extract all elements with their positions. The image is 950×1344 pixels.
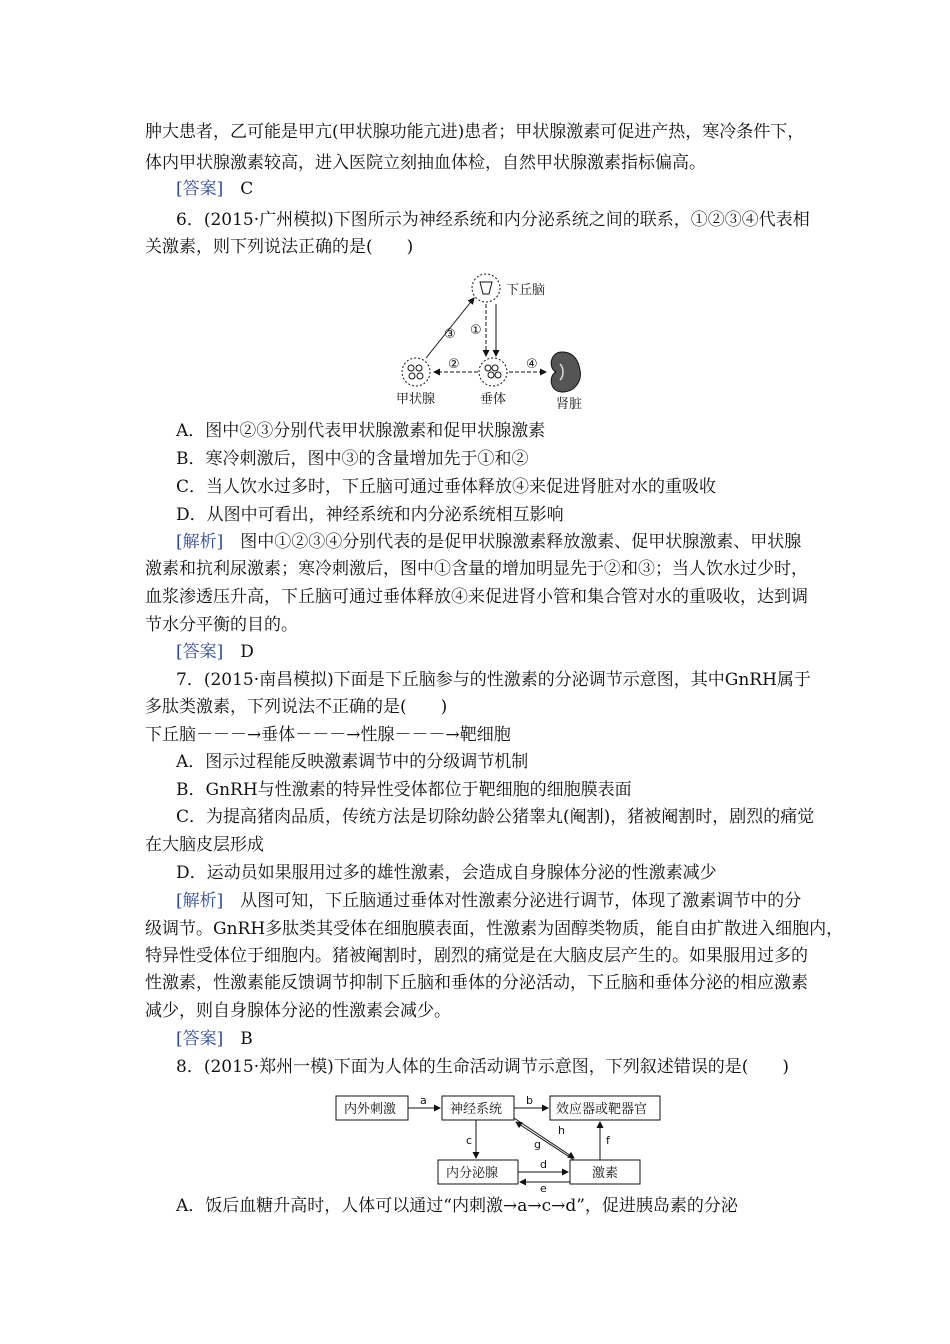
arrow-e-label: e: [540, 1182, 547, 1192]
answer-value: C: [240, 179, 254, 199]
option-c: C．当人饮水过多时，下丘脑可通过垂体释放④来促进肾脏对水的重吸收: [176, 477, 717, 497]
arrow-a-label: a: [420, 1094, 427, 1107]
answer-line: [176, 178, 253, 200]
hormone-1-label: ①: [470, 323, 482, 338]
option-a: A．图中②③分别代表甲状腺激素和促甲状腺激素: [176, 421, 546, 441]
answer-tag: [答案]: [176, 179, 224, 199]
option-c-cont: 在大脑皮层形成: [145, 835, 264, 855]
option-d: D．运动员如果服用过多的雄性激素，会造成自身腺体分泌的性激素减少: [176, 863, 717, 883]
analysis-line: 级调节。GnRH多肽类其受体在细胞膜表面，性激素为固醇类物质，能自由扩散进入细胞内，: [145, 919, 844, 939]
flow-diagram: 下丘脑－－－→垂体－－－→性腺－－－→靶细胞: [145, 725, 511, 745]
answer-value: D: [240, 642, 254, 662]
option-a: A．饭后血糖升高时，人体可以通过“内刺激→a→c→d”，促进胰岛素的分泌: [176, 1196, 738, 1216]
answer-line: [176, 1028, 253, 1050]
analysis-line: 激素和抗利尿激素；寒冷刺激后，图中①含量的增加明显先于②和③；当人饮水过少时，: [145, 559, 808, 579]
answer-tag: [答案]: [176, 1029, 224, 1049]
analysis-line: [解析] 图中①②③④分别代表的是促甲状腺激素释放激素、促甲状腺激素、甲状腺: [176, 532, 802, 552]
analysis-line: [解析] 从图可知，下丘脑通过垂体对性激素分泌进行调节，体现了激素调节中的分: [176, 891, 802, 911]
arrow-g-label: g: [534, 1138, 541, 1151]
answer-tag: [答案]: [176, 642, 224, 662]
option-d: D．从图中可看出，神经系统和内分泌系统相互影响: [176, 505, 564, 525]
question-8-stem: 8．(2015·郑州一模)下面为人体的生命活动调节示意图，下列叙述错误的是( ): [176, 1057, 790, 1077]
arrow-d-label: d: [540, 1158, 547, 1171]
analysis-tag: [解析]: [176, 532, 224, 552]
hormone-3-label: ③: [444, 327, 456, 342]
kidney-label: 肾脏: [556, 397, 583, 412]
endocrine-label: 内分泌腺: [446, 1166, 499, 1181]
hormone-label: 激素: [592, 1166, 619, 1181]
stimulus-label: 内外刺激: [344, 1102, 397, 1117]
analysis-line: 减少，则自身腺体分泌的性激素会减少。: [145, 1001, 451, 1021]
question-6-stem: 6．(2015·广州模拟)下图所示为神经系统和内分泌系统之间的联系，①②③④代表相: [176, 210, 810, 230]
arrow-b-label: b: [526, 1094, 533, 1107]
option-b: B．寒冷刺激后，图中③的含量增加先于①和②: [176, 449, 529, 469]
nervous-label: 神经系统: [450, 1102, 503, 1117]
regulation-diagram: [330, 1088, 680, 1192]
text-line: 体内甲状腺激素较高，进入医院立刻抽血体检，自然甲状腺激素指标偏高。: [145, 153, 706, 173]
question-7-stem: 7．(2015·南昌模拟)下面是下丘脑参与的性激素的分泌调节示意图，其中GnRH属于: [176, 670, 811, 690]
arrow-h-label: h: [558, 1124, 565, 1137]
pituitary-label: 垂体: [480, 392, 507, 407]
option-c: C．为提高猪肉品质，传统方法是切除幼龄公猪睾丸(阉割)，猪被阉割时，剧烈的痛觉: [176, 807, 815, 827]
question-7-stem-cont: 多肽类激素，下列说法不正确的是( ): [145, 697, 448, 717]
analysis-line: 特异性受体位于细胞内。猪被阉割时，剧烈的痛觉是在大脑皮层产生的。如果服用过多的: [145, 946, 808, 966]
arrow-f-label: f: [606, 1134, 610, 1147]
analysis-line: 节水分平衡的目的。: [145, 615, 298, 635]
analysis-tag: [解析]: [176, 891, 224, 911]
kidney-icon: [551, 352, 580, 392]
pituitary-node: [479, 358, 507, 386]
option-a: A．图示过程能反映激素调节中的分级调节机制: [176, 752, 529, 772]
text-line: 肿大患者，乙可能是甲亢(甲状腺功能亢进)患者；甲状腺激素可促进产热，寒冷条件下，: [145, 122, 805, 142]
thyroid-node: [402, 358, 430, 386]
hypothalamus-label: 下丘脑: [506, 283, 546, 298]
hormone-4-label: ④: [526, 357, 538, 372]
question-6-stem-cont: 关激素，则下列说法正确的是( ): [145, 237, 414, 257]
option-b: B．GnRH与性激素的特异性受体都位于靶细胞的细胞膜表面: [176, 780, 632, 800]
arrow-c-label: c: [466, 1134, 473, 1147]
analysis-line: 性激素，性激素能反馈调节抑制下丘脑和垂体的分泌活动，下丘脑和垂体分泌的相应激素: [145, 973, 808, 993]
effector-label: 效应器或靶器官: [556, 1102, 648, 1117]
analysis-line: 血浆渗透压升高，下丘脑可通过垂体释放④来促进肾小管和集合管对水的重吸收，达到调: [145, 587, 808, 607]
answer-value: B: [240, 1029, 253, 1049]
answer-line: [176, 641, 254, 663]
hypothalamus-node: [472, 274, 500, 302]
thyroid-label: 甲状腺: [396, 392, 436, 407]
hormone-2-label: ②: [448, 357, 460, 372]
neuroendocrine-diagram: [390, 268, 600, 413]
